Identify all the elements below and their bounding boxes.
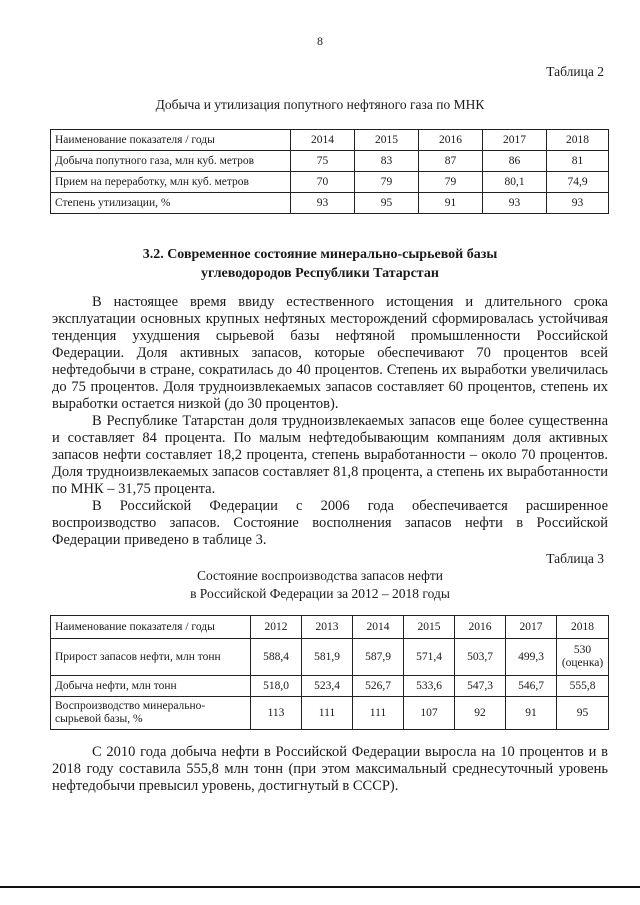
table-3-cell: 588,4 [251, 639, 302, 676]
table-3-cell: 91 [506, 697, 557, 730]
table-2-cell: 87 [419, 151, 483, 172]
table-2-caption: Добыча и утилизация попутного нефтяного газа по МНК [155, 97, 485, 112]
table-2-row-label: Добыча попутного газа, млн куб. метров [51, 151, 291, 172]
table-3-caption [24, 567, 616, 603]
table-3-caption-line-1: Состояние воспроизводства запасов нефти [196, 568, 444, 583]
table-2-cell: 93 [483, 193, 547, 214]
table-2-cell: 91 [419, 193, 483, 214]
table-3-header-cell: 2017 [506, 616, 557, 639]
table-3-cell: 92 [455, 697, 506, 730]
table-3-header-cell: 2013 [302, 616, 353, 639]
table-2-cell: 86 [483, 151, 547, 172]
table-2-header-cell: 2015 [355, 130, 419, 151]
table-2-cell: 81 [547, 151, 609, 172]
table-3-cell: 533,6 [404, 676, 455, 697]
table-2-row-processing [51, 172, 609, 193]
closing-text [52, 744, 608, 795]
table-3-row-reserve-growth [51, 639, 609, 676]
table-2-cell: 83 [355, 151, 419, 172]
table-3-cell: 107 [404, 697, 455, 730]
table-3-cell: 95 [557, 697, 609, 730]
table-2-cell: 80,1 [483, 172, 547, 193]
section-heading [24, 245, 616, 283]
table-3-cell: 555,8 [557, 676, 609, 697]
paragraph: В Российской Федерации с 2006 года обеспечивается расширенное воспроизводство запасов. Состояние восполнения запасов нефти в Российской Федерации приведено в таблице 3. [52, 498, 608, 548]
table-3-header-cell: 2015 [404, 616, 455, 639]
table-3-cell: 526,7 [353, 676, 404, 697]
table-2-cell: 70 [291, 172, 355, 193]
section-heading-line-1: 3.2. Современное состояние минерально-сырьевой базы [142, 247, 498, 262]
table-2-cell: 95 [355, 193, 419, 214]
table-2-cell: 79 [419, 172, 483, 193]
table-3-cell: 499,3 [506, 639, 557, 676]
table-3-cell: 571,4 [404, 639, 455, 676]
table-3-cell: 581,9 [302, 639, 353, 676]
table-3-cell: 546,7 [506, 676, 557, 697]
table-2 [50, 129, 609, 214]
table-3-cell-estimate-note: (оценка) [561, 657, 604, 669]
table-3-label: Таблица 3 [546, 551, 604, 566]
table-2-header-cell: 2014 [291, 130, 355, 151]
table-2-row-utilization [51, 193, 609, 214]
table-3-header-cell: 2016 [455, 616, 506, 639]
table-3-cell: 587,9 [353, 639, 404, 676]
table-3-cell: 111 [353, 697, 404, 730]
page-bottom-border [0, 886, 640, 888]
table-3-row-oil-production [51, 676, 609, 697]
table-3-cell: 547,3 [455, 676, 506, 697]
table-3-caption-line-2: в Российской Федерации за 2012 – 2018 годы [190, 586, 450, 601]
table-2-header-cell: Наименование показателя / годы [51, 130, 291, 151]
section-heading-line-2: углеводородов Республики Татарстан [201, 266, 439, 281]
table-3 [50, 615, 609, 730]
table-3-cell: 503,7 [455, 639, 506, 676]
table-3-header-row [51, 616, 609, 639]
table-3-header-cell: 2014 [353, 616, 404, 639]
table-3-row-label: Воспроизводство минерально-сырьевой базы, % [51, 697, 251, 730]
table-3-row-label: Добыча нефти, млн тонн [51, 676, 251, 697]
table-3-cell: 518,0 [251, 676, 302, 697]
table-3-cell: 111 [302, 697, 353, 730]
table-3-cell: 113 [251, 697, 302, 730]
table-3-header-cell: 2012 [251, 616, 302, 639]
table-2-row-label: Прием на переработку, млн куб. метров [51, 172, 291, 193]
table-2-cell: 79 [355, 172, 419, 193]
paragraph: В Республике Татарстан доля трудноизвлекаемых запасов еще более существенна и составляет 84 процента. По малым нефтедобывающим компаниям доля активных запасов нефти составляет 18,2 процента, степень выработанности – около 70 процентов. Доля трудноизвлекаемых запасов составляет 81,8 процента, а степень их выработанности по МНК – 31,75 процента. [52, 413, 608, 497]
table-3-row-reproduction [51, 697, 609, 730]
table-3-cell: 523,4 [302, 676, 353, 697]
table-2-row-gas-production [51, 151, 609, 172]
table-3-header-cell: 2018 [557, 616, 609, 639]
table-3-cell-value: 530 [573, 644, 592, 656]
paragraph: В настоящее время ввиду естественного истощения и длительного срока эксплуатации основных крупных нефтяных месторождений сформировалась устойчивая тенденция ухудшения сырьевой базы нефтяной промышленности Российской Федерации. Доля активных запасов, которые обеспечивают 70 процентов всей нефтедобычи в стране, сократилась до 40 процентов. Степень их выработки увеличилась до 75 процентов. Доля трудноизвлекаемых запасов составляет 60 процентов, степень их выработки остается низкой (до 30 процентов). [52, 294, 608, 412]
table-3-row-label: Прирост запасов нефти, млн тонн [51, 639, 251, 676]
table-2-row-label: Степень утилизации, % [51, 193, 291, 214]
table-2-header-cell: 2018 [547, 130, 609, 151]
table-2-cell: 93 [291, 193, 355, 214]
table-2-cell: 75 [291, 151, 355, 172]
table-2-header-cell: 2016 [419, 130, 483, 151]
table-3-header-cell: Наименование показателя / годы [51, 616, 251, 639]
table-2-header-row [51, 130, 609, 151]
table-2-header-cell: 2017 [483, 130, 547, 151]
paragraph: С 2010 года добыча нефти в Российской Федерации выросла на 10 процентов и в 2018 году составила 555,8 млн тонн (при этом максимальный среднесуточный уровень нефтедобычи превысил уровень, достигнутый в СССР). [52, 744, 608, 794]
page-number: 8 [317, 34, 323, 48]
table-2-label: Таблица 2 [546, 64, 604, 79]
table-3-cell-2018 [557, 639, 609, 676]
table-2-cell: 74,9 [547, 172, 609, 193]
body-text [52, 294, 608, 549]
table-2-cell: 93 [547, 193, 609, 214]
